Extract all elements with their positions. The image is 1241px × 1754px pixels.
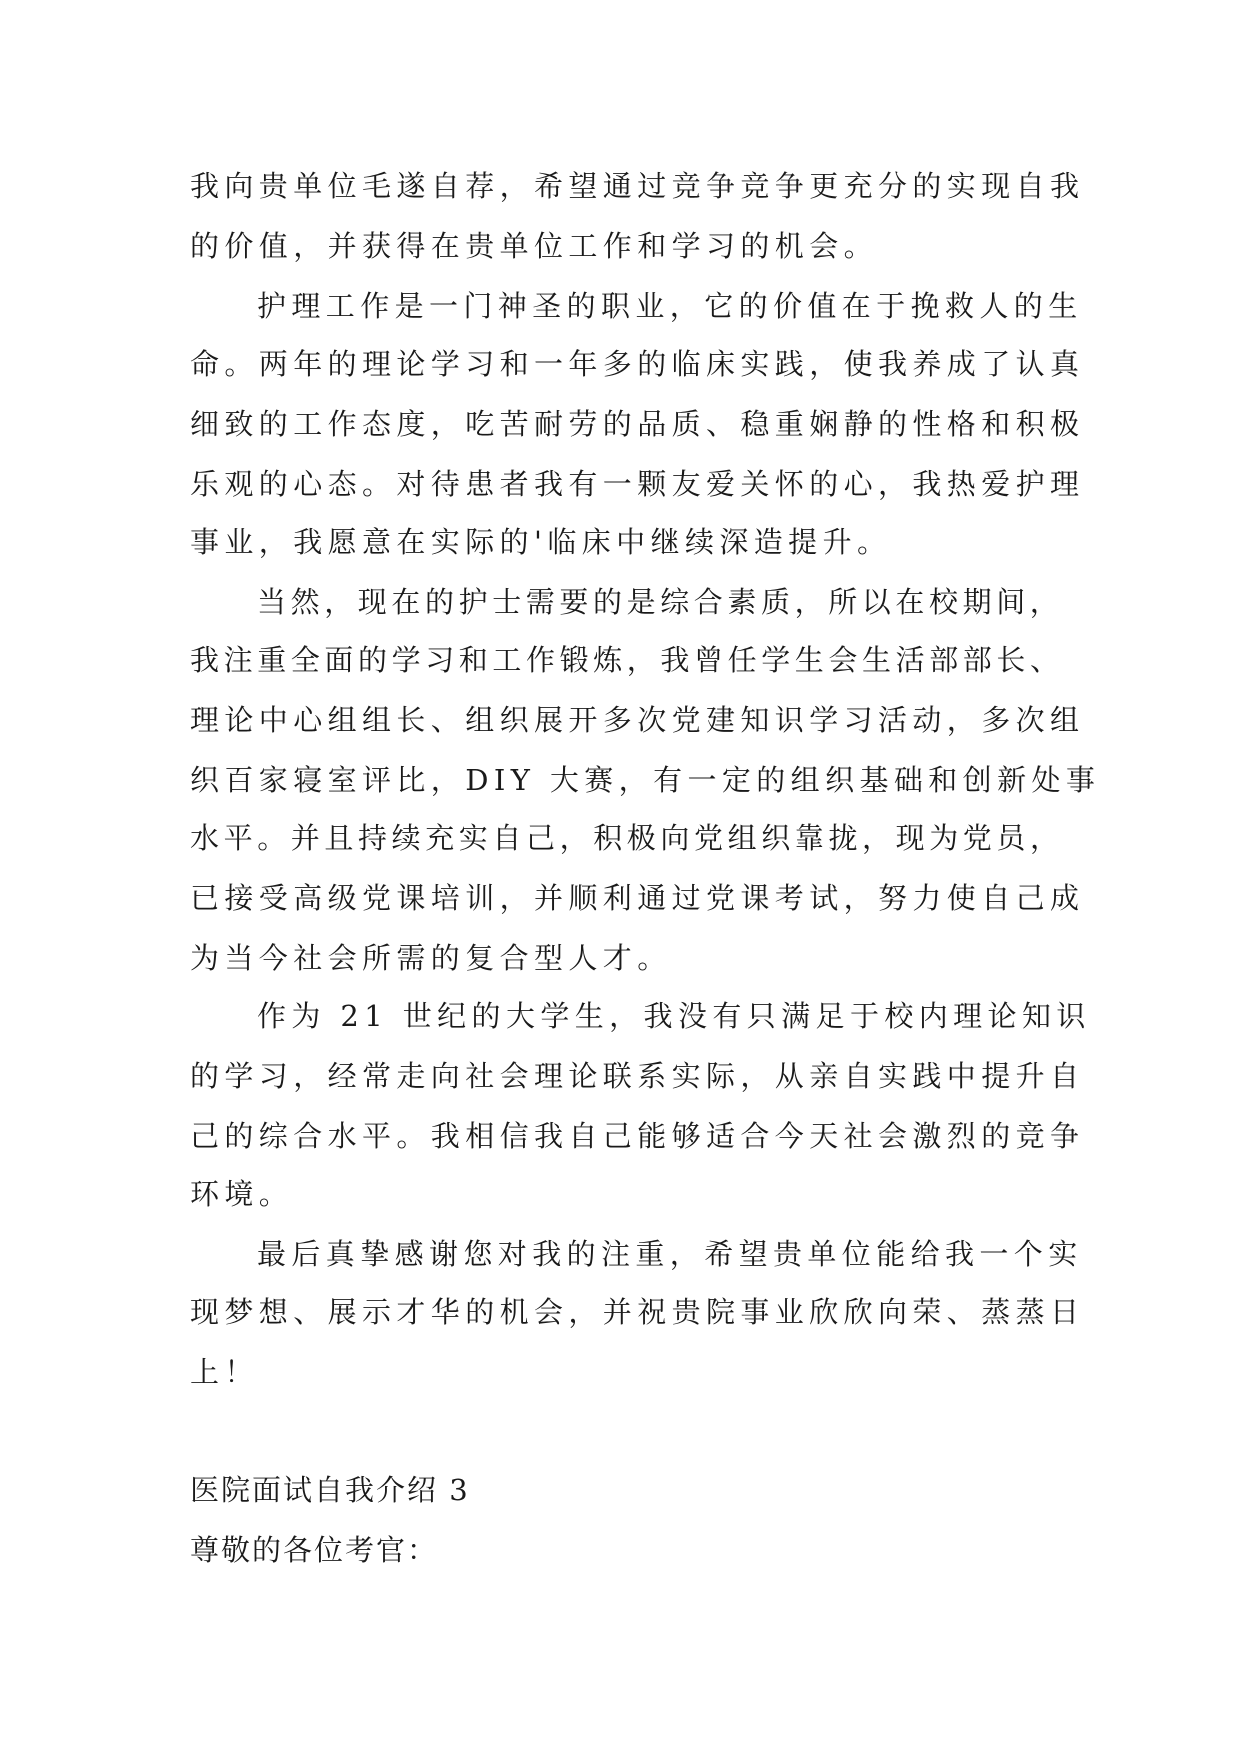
paragraph-first-line: 作为 21 世纪的大学生，我没有只满足于校内理论知识 <box>257 999 1091 1033</box>
paragraph-first-line: 护理工作是一门神圣的职业，它的价值在于挽救人的生 <box>257 289 1083 323</box>
body-text-line: 己的综合水平。我相信我自己能够适合今天社会激烈的竞争 <box>190 1119 1085 1153</box>
body-text-line: 的价值，并获得在贵单位工作和学习的机会。 <box>190 229 879 263</box>
paragraph-first-line: 当然，现在的护士需要的是综合素质，所以在校期间， <box>257 585 1064 619</box>
body-text-line: 命。两年的理论学习和一年多的临床实践，使我养成了认真 <box>190 347 1085 381</box>
body-text-line: 事业，我愿意在实际的'临床中继续深造提升。 <box>190 525 892 559</box>
salutation: 尊敬的各位考官： <box>190 1533 439 1567</box>
body-text-line: 理论中心组组长、组织展开多次党建知识学习活动，多次组 <box>190 703 1085 737</box>
paragraph-first-line: 最后真挚感谢您对我的注重，希望贵单位能给我一个实 <box>257 1237 1083 1271</box>
body-text-line: 乐观的心态。对待患者我有一颗友爱关怀的心，我热爱护理 <box>190 467 1085 501</box>
section-heading: 医院面试自我介绍 3 <box>190 1473 470 1507</box>
body-text-line: 织百家寝室评比，DIY 大赛，有一定的组织基础和创新处事 <box>190 763 1101 797</box>
body-text-line: 上！ <box>190 1355 259 1389</box>
body-text-line: 环境。 <box>190 1177 294 1211</box>
body-text-line: 我注重全面的学习和工作锻炼，我曾任学生会生活部部长、 <box>190 643 1064 677</box>
body-text-line: 的学习，经常走向社会理论联系实际，从亲自实践中提升自 <box>190 1059 1085 1093</box>
body-text-line: 已接受高级党课培训，并顺利通过党课考试，努力使自己成 <box>190 881 1085 915</box>
body-text-line: 我向贵单位毛遂自荐，希望通过竞争竞争更充分的实现自我 <box>190 169 1085 203</box>
body-text-line: 现梦想、展示才华的机会，并祝贵院事业欣欣向荣、蒸蒸日 <box>190 1295 1085 1329</box>
body-text-line: 细致的工作态度，吃苦耐劳的品质、稳重娴静的性格和积极 <box>190 407 1085 441</box>
body-text-line: 为当今社会所需的复合型人才。 <box>190 941 672 975</box>
body-text-line: 水平。并且持续充实自己，积极向党组织靠拢，现为党员， <box>190 821 1064 855</box>
